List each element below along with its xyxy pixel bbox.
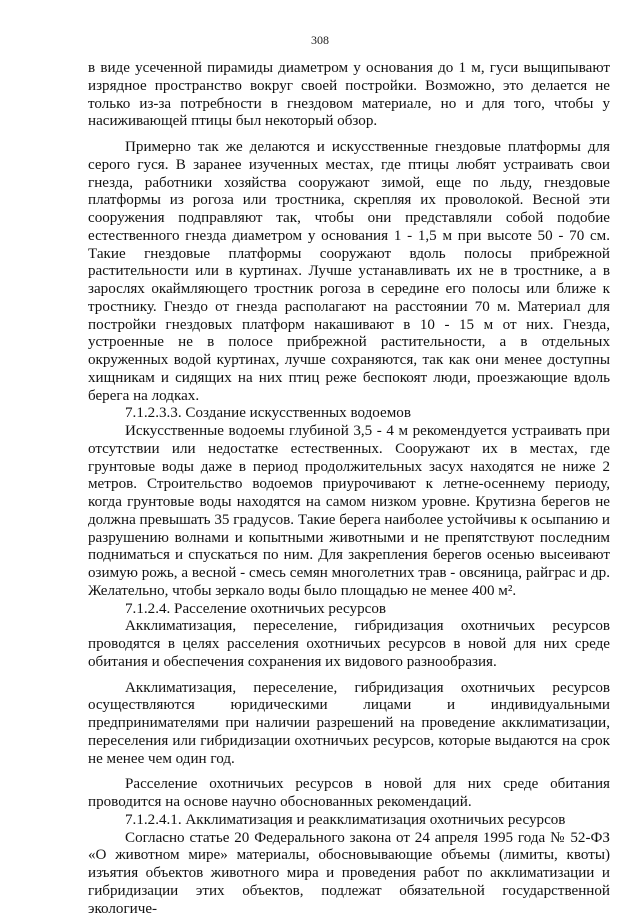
- paragraph-relocation-purpose: Акклиматизация, переселение, гибридизация охотничьих ресурсов проводятся в целях расселения охотничьих ресурсов в новой для них среде обитания и обеспечения сохранения их видового разнообразия.: [88, 618, 610, 671]
- paragraph-relocation-recommendations: Расселение охотничьих ресурсов в новой для них среде обитания проводится на основе научно обоснованных рекомендаций.: [88, 776, 610, 812]
- paragraph-federal-law: Согласно статье 20 Федерального закона от 24 апреля 1995 года № 52-ФЗ «О животном мире» материалы, обосновывающие объемы (лимиты, квоты) изъятия объектов животного мира и проведения работ по акклиматизации и гибридизации этих объектов, подлежат обязательной государственной экологиче-: [88, 830, 610, 918]
- body-text: [88, 60, 610, 918]
- paragraph-artificial-ponds: Искусственные водоемы глубиной 3,5 - 4 м рекомендуется устраивать при отсутствии или недостатке естественных. Сооружают их в местах, где грунтовые воды даже в период продолжительных засух находятся не ниже 2 метров. Строительство водоемов приурочивают к летне-осеннему периоду, когда грунтовые воды находятся на самом низком уровне. Крутизна берегов не должна превышать 35 градусов. Такие берега наиболее устойчивы к осыпанию и разрушению волнами и копытными животными и не препятствуют последним подниматься и спускаться по ним. Для закрепления берегов осенью высеивают озимую рожь, а весной - смесь семян многолетних трав - овсяница, райграс и др. Желательно, чтобы зеркало воды было площадью не менее 400 м².: [88, 423, 610, 601]
- page-number: 308: [0, 33, 640, 48]
- section-heading-acclimatization: 7.1.2.4.1. Акклиматизация и реакклиматизация охотничьих ресурсов: [88, 812, 610, 830]
- paragraph-goose-nest-end: в виде усеченной пирамиды диаметром у основания до 1 м, гуси выщипывают изрядное пространство вокруг своей постройки. Возможно, это делается не только из-за потребности в гнездовом материале, но и для того, чтобы у насиживающей птицы был некоторый обзор.: [88, 60, 610, 131]
- section-heading-artificial-ponds: 7.1.2.3.3. Создание искусственных водоемов: [88, 405, 610, 423]
- paragraph-relocation-permits: Акклиматизация, переселение, гибридизация охотничьих ресурсов осуществляются юридическими лицами и индивидуальными предпринимателями при наличии разрешений на проведение акклиматизации, переселения или гибридизации охотничьих ресурсов, которые выдаются на срок не менее чем один год.: [88, 680, 610, 769]
- paragraph-nest-platforms: Примерно так же делаются и искусственные гнездовые платформы для серого гуся. В заранее изученных местах, где птицы любят устраивать свои гнезда, работники хозяйства сооружают зимой, еще по льду, гнездовые платформы из рогоза или тростника, скрепляя их проволокой. Весной эти сооружения подправляют так, чтобы они представляли собой подобие естественного гнезда диаметром у основания 1 - 1,5 м при высоте 50 - 70 см. Такие гнездовые платформы сооружают вдоль полосы прибрежной растительности или в куртинах. Лучше устанавливать их не в тростнике, а в зарослях окаймляющего тростник рогоза в середине его полосы или ближе к тростнику. Гнездо от гнезда располагают на расстоянии 70 м. Материал для постройки гнездовых платформ накашивают в 10 - 15 м от них. Гнезда, устроенные не в полосе прибрежной растительности, а в отдельных окруженных водой куртинах, лучше сохраняются, так как они менее доступны хищникам и сидящих на них птиц реже беспокоят люди, проезжающие вдоль берега на лодках.: [88, 139, 610, 405]
- section-heading-resource-relocation: 7.1.2.4. Расселение охотничьих ресурсов: [88, 601, 610, 619]
